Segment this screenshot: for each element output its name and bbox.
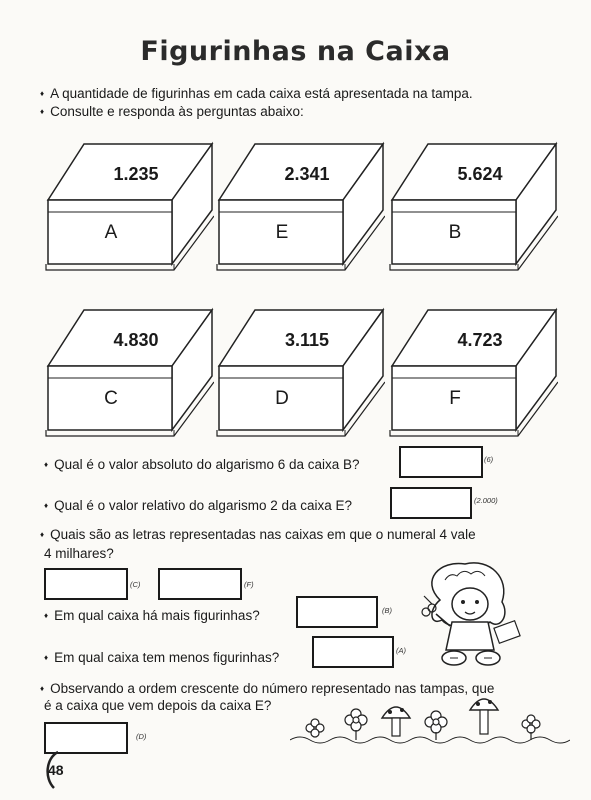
girl-illustration	[410, 560, 530, 675]
answer-note-3a: (C)	[130, 580, 141, 589]
answer-note-5: (A)	[396, 646, 406, 655]
question-5: ♦ Em qual caixa tem menos figurinhas?	[44, 650, 279, 665]
question-2: ♦ Qual é o valor relativo do algarismo 2 da caixa E?	[44, 498, 352, 513]
box-letter: A	[104, 222, 118, 243]
box-letter: B	[448, 222, 462, 243]
box-letter: F	[449, 388, 461, 409]
box-c	[44, 306, 214, 438]
answer-box-4[interactable]	[296, 596, 378, 628]
page-title: Figurinhas na Caixa	[140, 36, 451, 67]
flowers-decoration	[290, 690, 570, 755]
answer-box-2[interactable]	[390, 487, 472, 519]
box-e	[215, 140, 385, 272]
box-letter: C	[104, 388, 118, 409]
box-f	[388, 306, 558, 438]
intro-line-2: ♦ Consulte e responda às perguntas abaixo:	[40, 104, 304, 119]
question-3-cont: 4 milhares?	[44, 546, 114, 561]
answer-note-6: (D)	[136, 732, 147, 741]
box-letter: D	[275, 388, 289, 409]
box-b	[388, 140, 558, 272]
answer-note-4: (B)	[382, 606, 392, 615]
box-a	[44, 140, 214, 272]
answer-note-1: (6)	[484, 455, 494, 464]
box-number: 2.341	[284, 164, 330, 184]
question-4: ♦ Em qual caixa há mais figurinhas?	[44, 608, 260, 623]
question-6: ♦ Observando a ordem crescente do número representado nas tampas, que	[40, 681, 560, 696]
box-d	[215, 306, 385, 438]
intro-line-1: ♦ A quantidade de figurinhas em cada caixa está apresentada na tampa.	[40, 86, 473, 101]
answer-note-3b: (F)	[244, 580, 254, 589]
question-6-cont: é a caixa que vem depois da caixa E?	[44, 698, 272, 713]
question-1: ♦ Qual é o valor absoluto do algarismo 6 da caixa B?	[44, 457, 360, 472]
question-3: ♦ Quais são as letras representadas nas caixas em que o numeral 4 vale	[40, 527, 550, 542]
box-number: 3.115	[284, 330, 330, 350]
answer-box-3a[interactable]	[44, 568, 128, 600]
box-number: 1.235	[113, 164, 159, 184]
answer-box-5[interactable]	[312, 636, 394, 668]
answer-box-1[interactable]	[399, 446, 483, 478]
box-letter: E	[275, 222, 289, 243]
box-number: 4.723	[457, 330, 503, 350]
box-number: 4.830	[113, 330, 159, 350]
answer-note-2: (2.000)	[474, 496, 498, 505]
answer-box-3b[interactable]	[158, 568, 242, 600]
page-number: 48	[48, 762, 64, 778]
box-number: 5.624	[457, 164, 503, 184]
